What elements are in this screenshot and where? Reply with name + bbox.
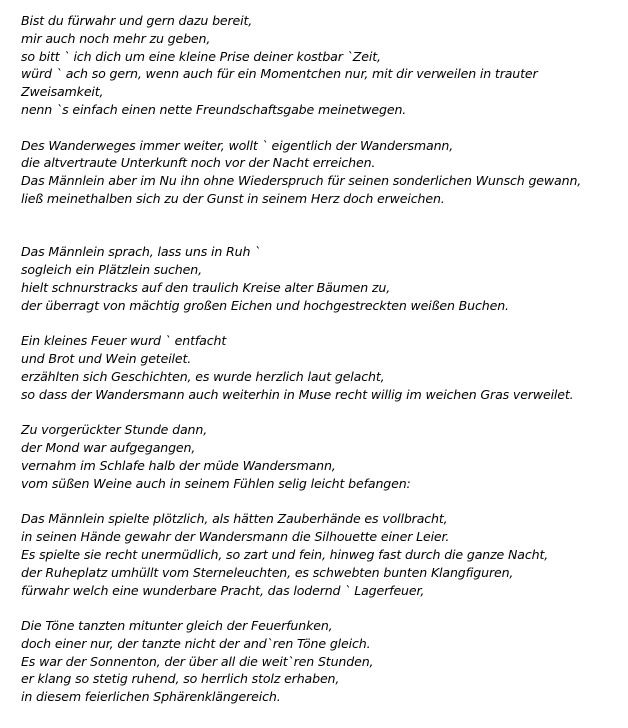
poem-line: Des Wanderweges immer weiter, wollt ` eigentlich der Wandersmann, (21, 137, 454, 153)
poem-line: vom süßen Weine auch in seinem Fühlen selig leicht befangen: (21, 475, 411, 491)
poem-line: Ein kleines Feuer wurd ` entfacht (21, 333, 227, 349)
poem-line: so bitt ` ich dich um eine kleine Prise deiner kostbar `Zeit, (21, 48, 381, 64)
poem-line: in diesem feierlichen Sphärenklängereich. (21, 689, 281, 705)
poem-line: vernahm im Schlafe halb der müde Wandersmann, (21, 457, 336, 473)
poem-line: Die Töne tanzten mitunter gleich der Feuerfunken, (21, 618, 333, 634)
poem-line: Bist du fürwahr und gern dazu bereit, (21, 13, 253, 28)
poem-line: nenn `s einfach einen nette Freundschaftsgabe meinetwegen. (21, 101, 407, 117)
poem-line: so dass der Wandersmann auch weiterhin in Muse recht willig im weichen Gras verweilet. (21, 386, 574, 402)
poem-line: Zweisamkeit, (21, 84, 104, 100)
stanza-2 (21, 137, 621, 208)
poem-line: doch einer nur, der tanzte nicht der and`ren Töne gleich. (21, 635, 371, 651)
stanza-1 (21, 12, 621, 119)
poem-line: fürwahr welch eine wunderbare Pracht, das lodernd ` Lagerfeuer, (21, 582, 425, 598)
stanza-3 (21, 243, 621, 314)
poem-line: ließ meinethalben sich zu der Gunst in seinem Herz doch erweichen. (21, 190, 445, 206)
poem-line: Das Männlein spielte plötzlich, als hätten Zauberhände es vollbracht, (21, 511, 448, 527)
poem-line: und Brot und Wein geteilet. (21, 351, 192, 367)
stanza-5 (21, 421, 621, 492)
poem-line: Das Männlein sprach, lass uns in Ruh ` (21, 244, 261, 260)
stanza-4 (21, 332, 621, 403)
poem-line: Es war der Sonnenton, der über all die weit`ren Stunden, (21, 653, 374, 669)
poem-line: Es spielte sie recht unermüdlich, so zart und fein, hinweg fast durch die ganze Nacht, (21, 546, 549, 562)
poem-line: Das Männlein aber im Nu ihn ohne Wiederspruch für seinen sonderlichen Wunsch gewann, (21, 173, 582, 189)
poem-line: hielt schnurstracks auf den traulich Kreise alter Bäumen zu, (21, 279, 391, 295)
poem-line: die altvertraute Unterkunft noch vor der Nacht erreichen. (21, 155, 376, 171)
poem-line: der Mond war aufgegangen, (21, 440, 196, 456)
poem-text (21, 12, 621, 724)
poem-line: sogleich ein Plätzlein suchen, (21, 262, 202, 278)
poem-line: der Ruheplatz umhüllt vom Sterneleuchten, es schwebten bunten Klangfiguren, (21, 564, 514, 580)
poem-line: würd ` ach so gern, wenn auch für ein Momentchen nur, mit dir verweilen in trauter (21, 66, 538, 82)
poem-line: Zu vorgerückter Stunde dann, (21, 422, 208, 438)
stanza-6 (21, 510, 621, 599)
poem-line: der überragt von mächtig großen Eichen und hochgestreckten weißen Buchen. (21, 297, 509, 313)
poem-line: erzählten sich Geschichten, es wurde herzlich laut gelacht, (21, 368, 385, 384)
poem-line: in seinen Hände gewahr der Wandersmann die Silhouette einer Leier. (21, 529, 450, 545)
poem-line: mir auch noch mehr zu geben, (21, 30, 211, 46)
stanza-7 (21, 617, 621, 706)
poem-line: er klang so stetig ruhend, so herrlich stolz erhaben, (21, 671, 340, 687)
